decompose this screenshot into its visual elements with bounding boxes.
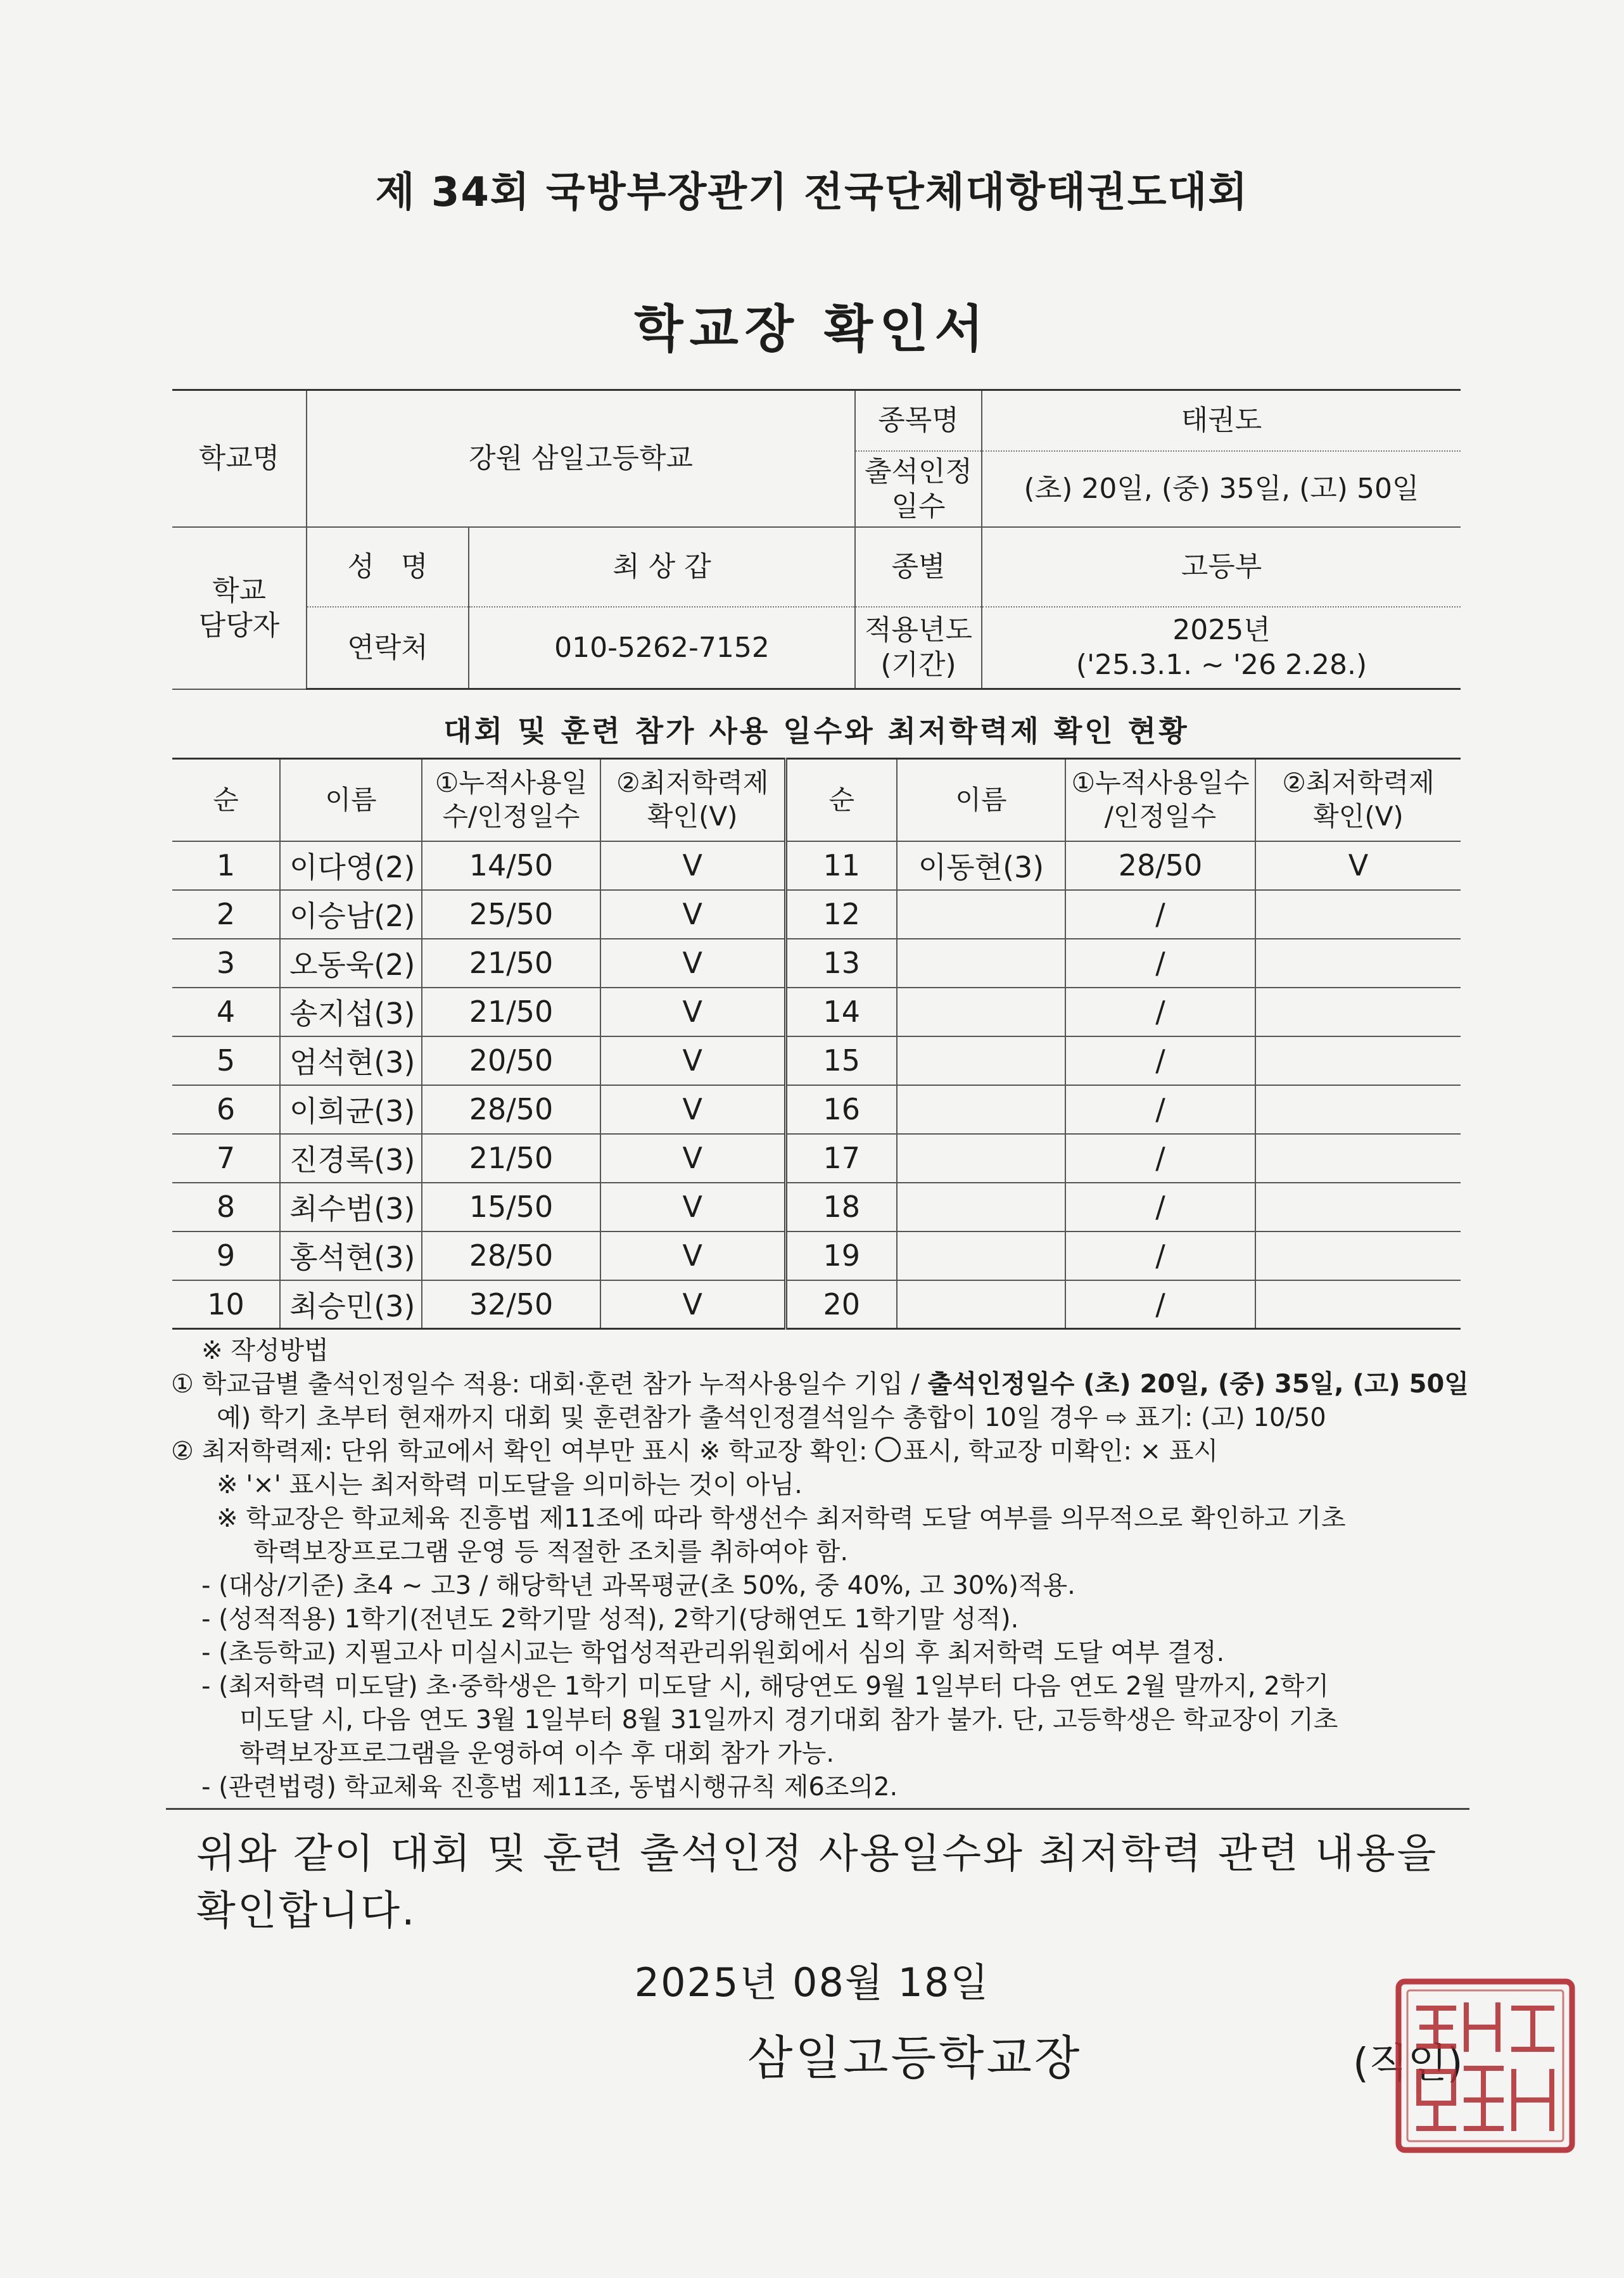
attendance-label-line1: 출석인정 [864,455,972,488]
bullet-below-min-cont-2: 학력보장프로그램을 운영하여 이수 후 대회 참가 가능. [239,1739,835,1768]
row-check: V [600,841,785,890]
row-name: 진경록(3) [280,1134,422,1183]
row-name: 최수범(3) [280,1183,422,1231]
row-days: 32/50 [422,1280,600,1329]
closing-statement [196,1826,1463,1940]
row-no-right: 15 [785,1036,897,1085]
bullet-grades: - (성적적용) 1학기(전년도 2학기말 성적), 2학기(당해연도 1학기말 성적). [201,1605,1019,1634]
row-no-right: 20 [785,1280,897,1329]
row-check-right [1255,939,1461,988]
table-row [172,1036,1461,1085]
row-no-right: 11 [785,841,897,890]
note-2-sub-2: ※ 학교장은 학교체육 진흥법 제11조에 따라 학생선수 최저학력 도달 여부를 의무적으로 확인하고 기초 [217,1504,1346,1533]
row-no: 3 [172,939,280,988]
row-no: 8 [172,1183,280,1231]
header-days-right-line1: ①누적사용일수 [1071,767,1250,799]
row-check: V [600,1183,785,1231]
attendance-label-line2: 일수 [891,490,946,523]
row-name-right: 이동현(3) [897,841,1065,890]
header-check [600,759,785,841]
row-check: V [600,1231,785,1280]
row-days: 21/50 [422,1134,600,1183]
table-row [172,988,1461,1036]
row-name: 이승남(2) [280,890,422,939]
note-1-text: ① 학교급별 출석인정일수 적용: 대회·훈련 참가 누적사용일수 기입 / [171,1370,928,1399]
row-no: 1 [172,841,280,890]
row-no-right: 14 [785,988,897,1036]
row-check-right [1255,1036,1461,1085]
roster-header-row [172,759,1461,841]
row-check: V [600,1036,785,1085]
year-value-line1: 2025년 [1172,614,1271,647]
event-value: 태권도 [982,390,1461,451]
row-days: 20/50 [422,1036,600,1085]
manager-label-line1: 학교 [212,574,266,607]
contact-value: 010-5262-7152 [469,607,855,689]
year-label [855,607,982,689]
row-days-right: / [1065,1231,1255,1280]
note-1 [171,1368,1476,1401]
note-2-text: ② 최저학력제: 단위 학교에서 확인 여부만 표시 ※ 학교장 확인: [171,1437,876,1466]
manager-name-label: 성 명 [307,527,469,607]
attendance-label [855,451,982,527]
status-section-title: 대회 및 훈련 참가 사용 일수와 최저학력제 확인 현황 [443,714,1189,748]
row-check: V [600,1085,785,1134]
row-no: 10 [172,1280,280,1329]
row-check: V [600,939,785,988]
header-name: 이름 [280,759,422,841]
row-days: 21/50 [422,939,600,988]
header-days-line1: ①누적사용일 [435,767,588,799]
row-no-right: 17 [785,1134,897,1183]
note-2 [171,1435,1476,1468]
closing-line-2: 확인합니다. [196,1888,417,1935]
header-no-right: 순 [785,759,897,841]
official-seal-icon [1393,1976,1577,2155]
header-days-line2: 수/인정일수 [442,800,580,832]
document-subtitle: 학교장 확인서 [634,300,990,359]
row-name: 엄석현(3) [280,1036,422,1085]
row-check: V [600,1134,785,1183]
circle-mark-icon [875,1437,901,1462]
row-name-right [897,1036,1065,1085]
row-days: 15/50 [422,1183,600,1231]
row-days: 28/50 [422,1085,600,1134]
table-row [172,939,1461,988]
category-label: 종별 [855,527,982,607]
row-check-right [1255,1085,1461,1134]
table-row [172,1085,1461,1134]
year-value [982,607,1461,689]
row-name-right [897,939,1065,988]
table-row [172,1183,1461,1231]
row-check-right [1255,1134,1461,1183]
header-days-right-line2: /인정일수 [1104,800,1217,832]
row-name: 송지섭(3) [280,988,422,1036]
year-label-line2: (기간) [880,649,956,682]
bullet-law: - (관련법령) 학교체육 진흥법 제11조, 동법시행규칙 제6조의2. [201,1772,898,1802]
row-check-right [1255,890,1461,939]
school-info-table [172,389,1461,690]
row-no-right: 13 [785,939,897,988]
header-name-right: 이름 [897,759,1065,841]
row-no-right: 19 [785,1231,897,1280]
row-name-right [897,1280,1065,1329]
row-name: 이다영(2) [280,841,422,890]
notes-heading: ※ 작성방법 [201,1336,329,1365]
table-row [172,841,1461,890]
table-row [172,1134,1461,1183]
category-value: 고등부 [982,527,1461,607]
row-days-right: / [1065,1036,1255,1085]
bullet-below-min: - (최저학력 미도달) 초·중학생은 1학기 미도달 시, 해당연도 9월 1일부터 다음 연도 2월 말까지, 2학기 [201,1672,1329,1701]
row-name-right [897,1134,1065,1183]
event-label: 종목명 [855,390,982,451]
row-check-right [1255,1280,1461,1329]
row-days: 21/50 [422,988,600,1036]
row-days-right: / [1065,1134,1255,1183]
row-days-right: / [1065,1085,1255,1134]
manager-label-line2: 담당자 [198,609,280,642]
year-label-line1: 적용년도 [864,614,972,647]
row-check-right [1255,1231,1461,1280]
row-days-right: / [1065,1280,1255,1329]
row-name: 오동욱(2) [280,939,422,988]
row-check: V [600,890,785,939]
row-days-right: / [1065,1183,1255,1231]
header-check-line1: ②최저학력제 [616,767,769,799]
school-label: 학교명 [172,390,307,527]
note-2-sub-2-cont: 학력보장프로그램 운영 등 적절한 조치를 취하여야 함. [253,1537,849,1567]
note-1-bold: 출석인정일수 (초) 20일, (중) 35일, (고) 50일 [927,1370,1469,1399]
row-check: V [600,988,785,1036]
row-check-right: V [1255,841,1461,890]
row-name: 홍석현(3) [280,1231,422,1280]
row-days: 28/50 [422,1231,600,1280]
year-value-line2: ('25.3.1. ~ '26 2.28.) [1075,649,1367,682]
row-days-right: / [1065,939,1255,988]
writing-instructions [171,1334,1476,1804]
row-no: 6 [172,1085,280,1134]
table-row [172,890,1461,939]
row-days-right: 28/50 [1065,841,1255,890]
row-days-right: / [1065,988,1255,1036]
row-no-right: 16 [785,1085,897,1134]
header-check-line2: 확인(V) [647,800,738,832]
divider [166,1808,1469,1810]
bullet-below-min-cont-1: 미도달 시, 다음 연도 3월 1일부터 8월 31일까지 경기대회 참가 불가. 단, 고등학생은 학교장이 기초 [239,1705,1338,1734]
attendance-value: (초) 20일, (중) 35일, (고) 50일 [982,451,1461,527]
header-days [422,759,600,841]
table-row [172,1231,1461,1280]
row-name-right [897,890,1065,939]
issue-date: 2025년 08월 18일 [634,1959,990,2006]
row-days: 25/50 [422,890,600,939]
row-name-right [897,988,1065,1036]
manager-name-value: 최 상 갑 [469,527,855,607]
table-row [172,1280,1461,1329]
row-check-right [1255,988,1461,1036]
school-value: 강원 삼일고등학교 [307,390,855,527]
row-no: 9 [172,1231,280,1280]
header-check-right-line2: 확인(V) [1313,800,1404,832]
header-check-right [1255,759,1461,841]
manager-label [172,527,307,689]
row-days: 14/50 [422,841,600,890]
note-1-example: 예) 학기 초부터 현재까지 대회 및 훈련참가 출석인정결석일수 총합이 10일 경우 ⇨ 표기: (고) 10/50 [217,1403,1326,1432]
row-no: 5 [172,1036,280,1085]
row-name-right [897,1085,1065,1134]
row-name-right [897,1231,1065,1280]
seal-label: (직인) [1353,2040,1463,2087]
row-days-right: / [1065,890,1255,939]
contact-label: 연락처 [307,607,469,689]
row-check-right [1255,1183,1461,1231]
bullet-elementary: - (초등학교) 지필고사 미실시교는 학업성적관리위원회에서 심의 후 최저학력 도달 여부 결정. [201,1638,1225,1667]
closing-line-1: 위와 같이 대회 및 훈련 출석인정 사용일수와 최저학력 관련 내용을 [196,1831,1438,1878]
document-title: 제 34회 국방부장관기 전국단체대항태권도대회 [375,169,1249,216]
row-no: 4 [172,988,280,1036]
header-no: 순 [172,759,280,841]
signer-name: 삼일고등학교장 [747,2031,1082,2085]
header-check-right-line1: ②최저학력제 [1282,767,1435,799]
athlete-roster-table [172,758,1461,1330]
row-name: 최승민(3) [280,1280,422,1329]
row-no-right: 18 [785,1183,897,1231]
bullet-target: - (대상/기준) 초4 ~ 고3 / 해당학년 과목평균(초 50%, 중 40%, 고 30%)적용. [201,1571,1075,1600]
row-name: 이희균(3) [280,1085,422,1134]
row-no-right: 12 [785,890,897,939]
header-days-right [1065,759,1255,841]
row-check: V [600,1280,785,1329]
row-no: 7 [172,1134,280,1183]
note-2-sub-1: ※ '×' 표시는 최저학력 미도달을 의미하는 것이 아님. [217,1470,802,1499]
row-name-right [897,1183,1065,1231]
row-no: 2 [172,890,280,939]
note-2-text-end: 표시, 학교장 미확인: × 표시 [903,1437,1219,1466]
